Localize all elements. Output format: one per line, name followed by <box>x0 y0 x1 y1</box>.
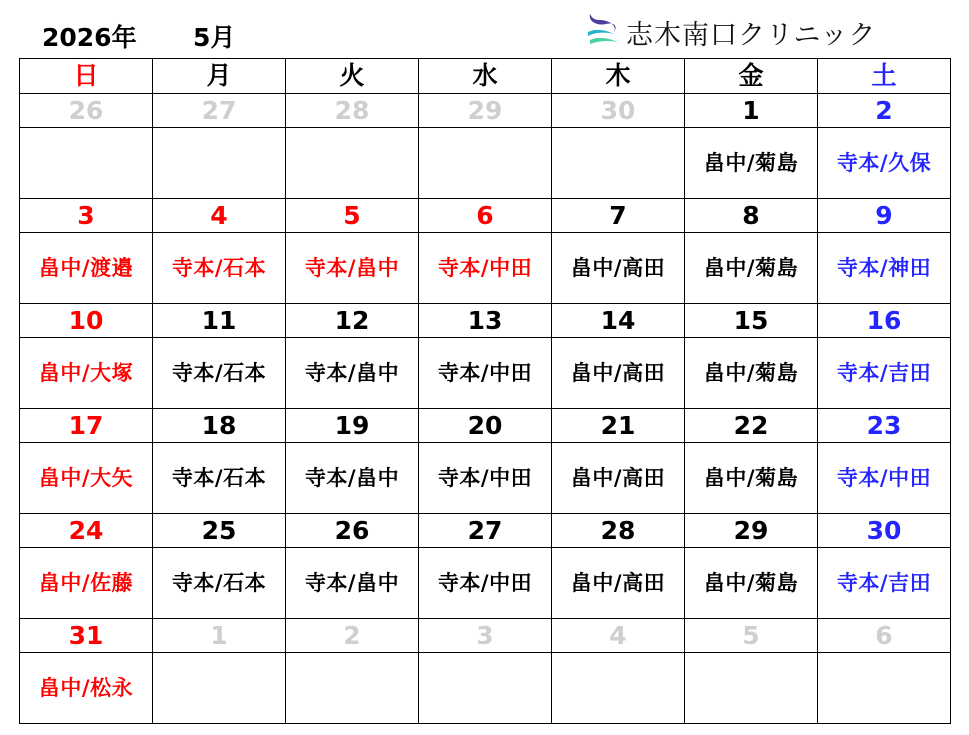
date-cell: 28 <box>552 514 685 548</box>
date-cell: 26 <box>20 94 153 128</box>
doctor-cell <box>552 128 685 199</box>
doctor-row <box>20 653 951 724</box>
doctor-row <box>20 338 951 409</box>
doctor-cell: 畠中/佐藤 <box>20 548 153 619</box>
doctor-cell: 寺本/中田 <box>818 443 951 514</box>
weekday-wednesday: 水 <box>419 59 552 94</box>
doctor-cell: 畠中/菊島 <box>685 233 818 304</box>
doctor-cell: 寺本/中田 <box>419 233 552 304</box>
doctor-cell: 畠中/渡邉 <box>20 233 153 304</box>
doctor-cell: 寺本/畠中 <box>286 233 419 304</box>
doctor-cell: 畠中/菊島 <box>685 443 818 514</box>
doctor-cell: 畠中/大矢 <box>20 443 153 514</box>
doctor-cell: 畠中/高田 <box>552 338 685 409</box>
doctor-cell <box>419 128 552 199</box>
date-cell: 8 <box>685 199 818 233</box>
calendar-month: 5月 <box>193 23 236 52</box>
doctor-cell: 畠中/高田 <box>552 548 685 619</box>
date-cell: 5 <box>286 199 419 233</box>
doctor-cell: 寺本/久保 <box>818 128 951 199</box>
date-cell: 1 <box>685 94 818 128</box>
clinic-brand <box>584 10 876 54</box>
date-cell: 14 <box>552 304 685 338</box>
date-cell: 22 <box>685 409 818 443</box>
date-row <box>20 409 951 443</box>
date-row <box>20 304 951 338</box>
date-cell: 29 <box>685 514 818 548</box>
wave-logo-icon <box>584 10 624 54</box>
doctor-cell: 寺本/石本 <box>153 443 286 514</box>
date-cell: 9 <box>818 199 951 233</box>
date-cell: 27 <box>153 94 286 128</box>
date-cell: 16 <box>818 304 951 338</box>
weekday-saturday: 土 <box>818 59 951 94</box>
date-cell: 3 <box>419 619 552 653</box>
date-cell: 26 <box>286 514 419 548</box>
date-row <box>20 619 951 653</box>
doctor-cell: 畠中/菊島 <box>685 128 818 199</box>
doctor-cell <box>153 128 286 199</box>
date-cell: 17 <box>20 409 153 443</box>
date-cell: 21 <box>552 409 685 443</box>
date-cell: 30 <box>552 94 685 128</box>
date-cell: 2 <box>818 94 951 128</box>
date-cell: 18 <box>153 409 286 443</box>
weekday-tuesday: 火 <box>286 59 419 94</box>
doctor-cell: 寺本/中田 <box>419 338 552 409</box>
doctor-cell: 寺本/石本 <box>153 338 286 409</box>
doctor-row <box>20 128 951 199</box>
date-cell: 27 <box>419 514 552 548</box>
doctor-cell: 寺本/中田 <box>419 443 552 514</box>
weekday-thursday: 木 <box>552 59 685 94</box>
date-cell: 15 <box>685 304 818 338</box>
weekday-header-row <box>20 59 951 94</box>
doctor-row <box>20 548 951 619</box>
date-cell: 4 <box>552 619 685 653</box>
doctor-cell <box>419 653 552 724</box>
clinic-name: 志木南口クリニック <box>626 19 877 51</box>
date-cell: 1 <box>153 619 286 653</box>
doctor-cell: 寺本/石本 <box>153 548 286 619</box>
doctor-cell: 畠中/松永 <box>20 653 153 724</box>
weekday-sunday: 日 <box>20 59 153 94</box>
date-cell: 29 <box>419 94 552 128</box>
doctor-cell: 寺本/吉田 <box>818 338 951 409</box>
date-cell: 30 <box>818 514 951 548</box>
date-cell: 6 <box>818 619 951 653</box>
doctor-row <box>20 233 951 304</box>
doctor-cell: 畠中/高田 <box>552 443 685 514</box>
doctor-cell <box>153 653 286 724</box>
doctor-cell: 寺本/畠中 <box>286 548 419 619</box>
date-cell: 24 <box>20 514 153 548</box>
doctor-cell: 畠中/菊島 <box>685 548 818 619</box>
doctor-cell: 畠中/大塚 <box>20 338 153 409</box>
doctor-cell: 寺本/畠中 <box>286 443 419 514</box>
date-cell: 6 <box>419 199 552 233</box>
date-cell: 23 <box>818 409 951 443</box>
doctor-cell <box>685 653 818 724</box>
date-cell: 4 <box>153 199 286 233</box>
date-cell: 20 <box>419 409 552 443</box>
doctor-cell: 畠中/菊島 <box>685 338 818 409</box>
weekday-friday: 金 <box>685 59 818 94</box>
date-row <box>20 94 951 128</box>
date-cell: 7 <box>552 199 685 233</box>
doctor-cell: 寺本/中田 <box>419 548 552 619</box>
calendar-table <box>19 58 951 724</box>
date-cell: 12 <box>286 304 419 338</box>
date-cell: 13 <box>419 304 552 338</box>
doctor-cell: 寺本/石本 <box>153 233 286 304</box>
date-row <box>20 199 951 233</box>
doctor-cell <box>20 128 153 199</box>
doctor-cell <box>286 653 419 724</box>
date-cell: 3 <box>20 199 153 233</box>
date-cell: 11 <box>153 304 286 338</box>
date-cell: 19 <box>286 409 419 443</box>
doctor-cell: 畠中/高田 <box>552 233 685 304</box>
date-cell: 2 <box>286 619 419 653</box>
doctor-row <box>20 443 951 514</box>
date-row <box>20 514 951 548</box>
date-cell: 5 <box>685 619 818 653</box>
doctor-cell <box>818 653 951 724</box>
doctor-cell: 寺本/吉田 <box>818 548 951 619</box>
date-cell: 10 <box>20 304 153 338</box>
date-cell: 28 <box>286 94 419 128</box>
date-cell: 31 <box>20 619 153 653</box>
date-cell: 25 <box>153 514 286 548</box>
doctor-cell <box>552 653 685 724</box>
weekday-monday: 月 <box>153 59 286 94</box>
doctor-cell: 寺本/神田 <box>818 233 951 304</box>
doctor-cell <box>286 128 419 199</box>
calendar-year: 2026年 <box>42 23 137 52</box>
doctor-cell: 寺本/畠中 <box>286 338 419 409</box>
